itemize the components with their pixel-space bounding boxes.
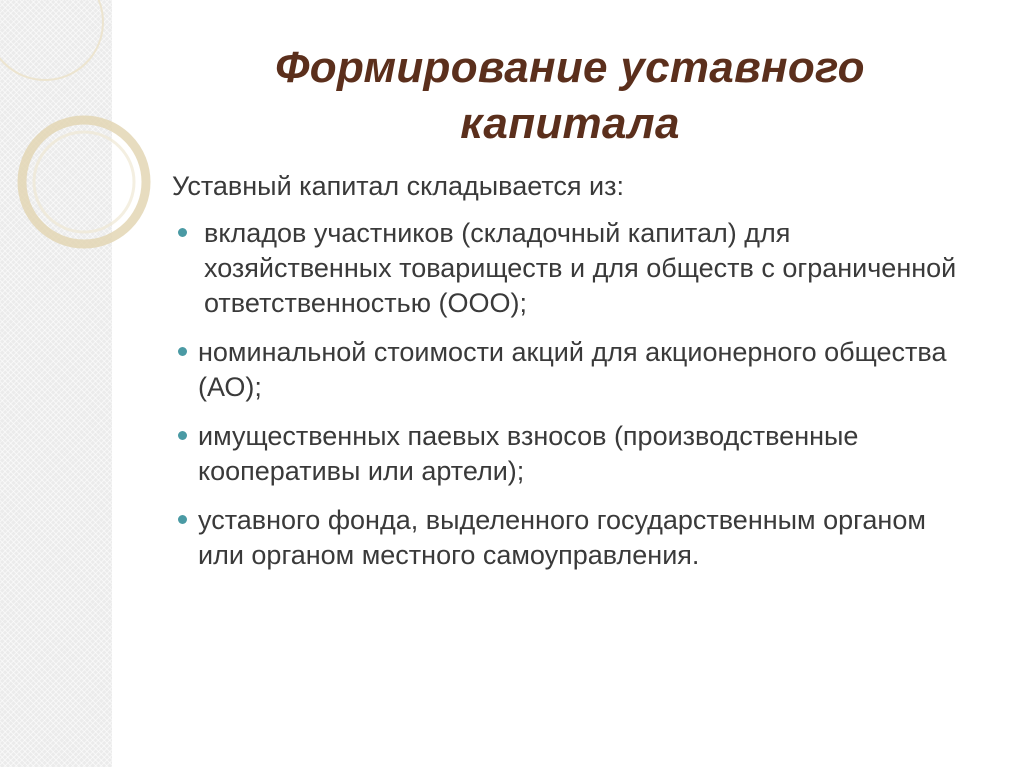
bullet-dot-icon — [178, 347, 187, 356]
list-item-text: вкладов участников (складочный капитал) для хозяйственных товариществ и для обществ с ограниченной ответственностью (ООО); — [204, 218, 964, 318]
bullet-dot-icon — [178, 515, 187, 524]
list-item — [178, 503, 958, 573]
list-item-text: номинальной стоимости акций для акционерного общества (АО); — [198, 337, 954, 402]
bullet-list — [178, 216, 964, 587]
bullet-dot-icon — [178, 228, 187, 237]
list-item-text: имущественных паевых взносов (производственные кооперативы или артели); — [198, 421, 866, 486]
bullet-dot-icon — [178, 431, 187, 440]
slide-title-line-1: Формирование уставного — [275, 43, 865, 92]
list-item-text: уставного фонда, выделенного государственным органом или органом местного самоуправления. — [198, 505, 934, 570]
list-item — [178, 419, 958, 489]
decorative-side-panel — [0, 0, 112, 767]
list-item — [178, 216, 964, 321]
list-item — [178, 335, 958, 405]
intro-text: Уставный капитал складывается из: — [172, 171, 624, 201]
slide-title — [210, 40, 930, 152]
slide-title-line-2: капитала — [460, 99, 680, 148]
